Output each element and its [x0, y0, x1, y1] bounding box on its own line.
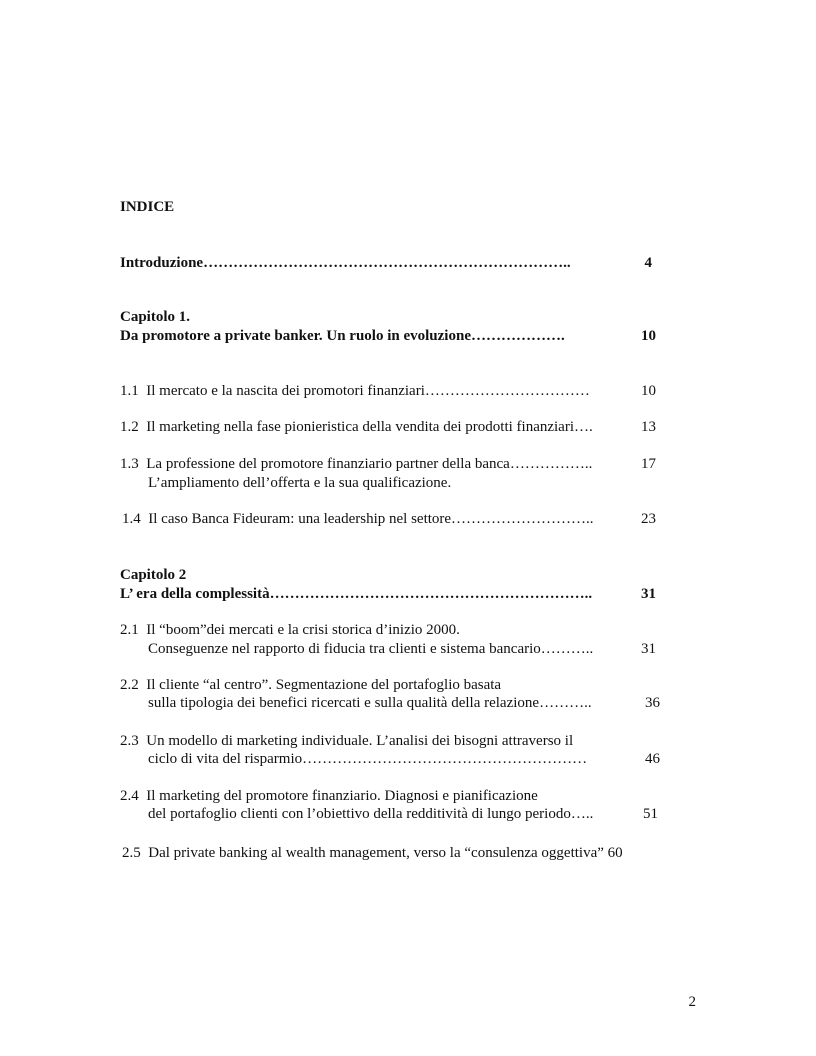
toc-page-1-2: 13	[641, 419, 656, 435]
page-number: 2	[688, 994, 696, 1010]
toc-entry-2-4-line2: del portafoglio clienti con l’obiettivo della redditività di lungo periodo…..	[148, 806, 594, 822]
toc-heading: INDICE	[120, 199, 175, 215]
chapter-2-title: L’ era della complessità………………………………………………………..	[120, 586, 593, 602]
toc-page-2-3: 46	[645, 751, 660, 767]
toc-entry-2-2: 2.2 Il cliente “al centro”. Segmentazione del portafoglio basata	[120, 677, 502, 693]
toc-page-2-1: 31	[641, 641, 656, 657]
toc-entry-2-1: 2.1 Il “boom”dei mercati e la crisi storica d’inizio 2000.	[120, 622, 460, 638]
toc-entry-1-1: 1.1 Il mercato e la nascita dei promotori finanziari……………………………	[120, 383, 590, 399]
chapter-1-page: 10	[641, 328, 656, 344]
toc-entry-2-2-line2: sulla tipologia dei benefici ricercati e sulla qualità della relazione………..	[148, 695, 592, 711]
toc-entry-2-3-line2: ciclo di vita del risparmio…………………………………………………	[148, 751, 588, 767]
toc-entry-2-3: 2.3 Un modello di marketing individuale. L’analisi dei bisogni attraverso il	[120, 733, 574, 749]
toc-page-introduction: 4	[644, 255, 652, 271]
toc-page-1-1: 10	[641, 383, 656, 399]
toc-page-1-3: 17	[641, 456, 656, 472]
chapter-1-label: Capitolo 1.	[120, 309, 191, 325]
toc-entry-1-4: 1.4 Il caso Banca Fideuram: una leadership nel settore………………………..	[122, 511, 594, 527]
toc-page-2-2: 36	[645, 695, 660, 711]
toc-entry-introduction: Introduzione………………………………………………………………..	[120, 255, 571, 271]
toc-entry-2-4: 2.4 Il marketing del promotore finanziario. Diagnosi e pianificazione	[120, 788, 538, 804]
toc-entry-2-1-line2: Conseguenze nel rapporto di fiducia tra clienti e sistema bancario………..	[148, 641, 594, 657]
chapter-2-page: 31	[641, 586, 656, 602]
toc-entry-1-3-line2: L’ampliamento dell’offerta e la sua qualificazione.	[148, 475, 452, 491]
toc-entry-1-2: 1.2 Il marketing nella fase pionieristica della vendita dei prodotti finanziari….	[120, 419, 593, 435]
toc-page-1-4: 23	[641, 511, 656, 527]
chapter-1-title: Da promotore a private banker. Un ruolo in evoluzione……………….	[120, 328, 565, 344]
toc-page-2-4: 51	[643, 806, 658, 822]
chapter-2-label: Capitolo 2	[120, 567, 187, 583]
toc-entry-1-3: 1.3 La professione del promotore finanziario partner della banca……………..	[120, 456, 593, 472]
toc-entry-2-5: 2.5 Dal private banking al wealth management, verso la “consulenza oggettiva” 60	[122, 845, 623, 861]
